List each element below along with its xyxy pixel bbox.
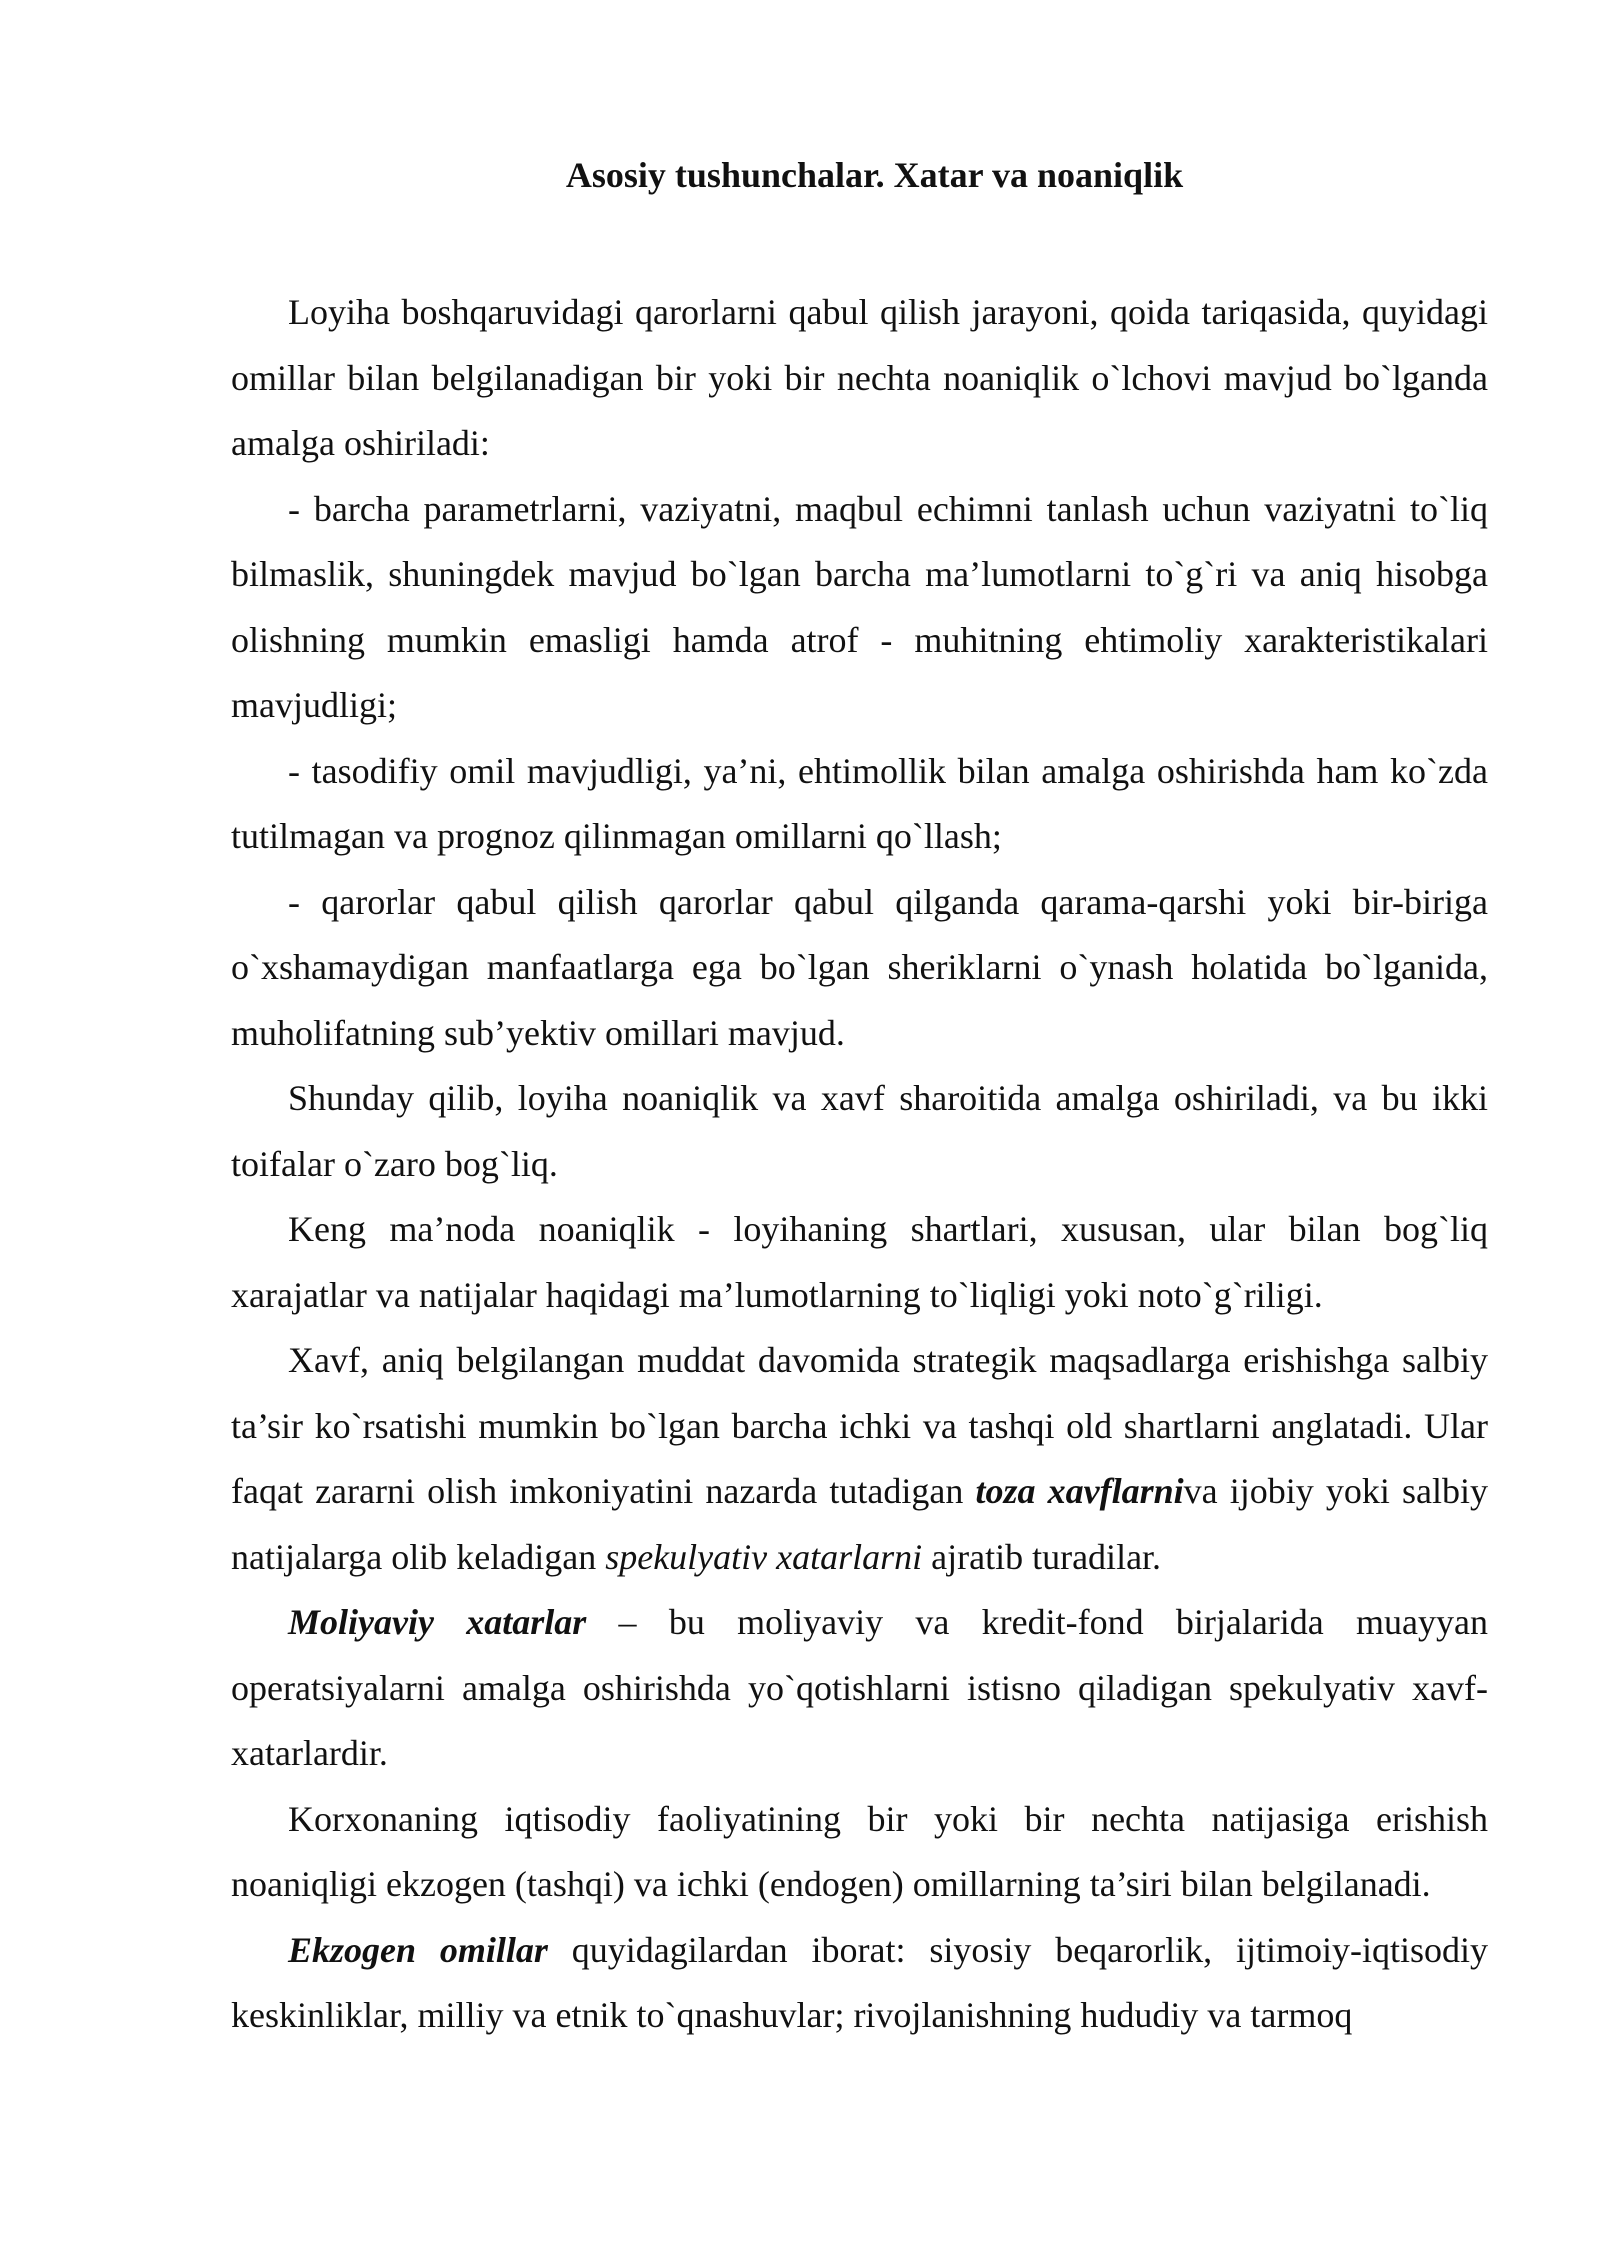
document-title: Asosiy tushunchalar. Xatar va noaniqlik — [565, 155, 1184, 195]
paragraph-financial-risks — [231, 1590, 1488, 1787]
term-financial-risks: Moliyaviy xatarlar — [288, 1602, 587, 1642]
document-page — [231, 150, 1488, 2049]
term-pure-risks: toza xavflarni — [975, 1471, 1184, 1511]
risk-text-e: ajratib turadilar. — [922, 1536, 1162, 1577]
financial-risks-text: – bu moliyaviy va kredit-fond birjalarida muayyan operatsiyalarni amalga oshirishda yo`qotishlarni istisno qiladigan spekulyativ xavf-xatarlardir. — [231, 1602, 1488, 1773]
paragraph-uncertainty-definition: Keng ma’noda noaniqlik - loyihaning shartlari, xususan, ular bilan bog`liq xarajatlar va natijalar haqidagi ma’lumotlarning to`liqligi yoki noto`g`riligi. — [231, 1209, 1488, 1315]
paragraph-enterprise-uncertainty: Korxonaning iqtisodiy faoliyatining bir yoki bir nechta natijasiga erishish noaniqligi ekzogen (tashqi) va ichki (endogen) omillarning ta’siri bilan belgilanadi. — [231, 1798, 1488, 1904]
term-speculative-risks: spekulyativ xatarlarni — [605, 1536, 923, 1577]
paragraph-conclusion: Shunday qilib, loyiha noaniqlik va xavf sharoitida amalga oshiriladi, va bu ikki toifalar o`zaro bog`liq. — [231, 1078, 1488, 1184]
paragraph-exogenous-factors — [231, 1918, 1488, 2049]
risk-text-a: Xavf, aniq belgilangan muddat davomida strategik maqsadlarga erishishga salbiy ta’sir ko`rsatishi mumkin bo`lgan barcha ichki va tashqi old shartlarni anglatadi. Ular faqat zararni olish imkoniyatini nazarda tutadigan — [231, 1340, 1488, 1511]
risk-text-c: va ijobiy yoki salbiy natijalarga olib keladigan — [231, 1471, 1488, 1577]
term-exogenous-factors: Ekzogen omillar — [288, 1929, 548, 1970]
list-item-random-factor: - tasodifiy omil mavjudligi, ya’ni, ehtimollik bilan amalga oshirishda ham ko`zda tutilmagan va prognoz qilinmagan omillarni qo`llash; — [231, 750, 1488, 856]
list-item-subjective-factors: - qarorlar qabul qilish qarorlar qabul qilganda qarama-qarshi yoki bir-biriga o`xshamaydigan manfaatlarga ega bo`lgan sheriklarni o`ynash holatida bo`lganida, muholifatning sub’yektiv omillari mavjud. — [231, 881, 1488, 1053]
paragraph-risk-definition — [231, 1328, 1488, 1590]
list-item-incomplete-knowledge: - barcha parametrlarni, vaziyatni, maqbul echimni tanlash uchun vaziyatni to`liq bilmaslik, shuningdek mavjud bo`lgan barcha ma’lumotlarni to`g`ri va aniq hisobga olishning mumkin emasligi hamda atrof - muhitning ehtimoliy xarakteristikalari mavjudligi; — [231, 488, 1488, 725]
paragraph-intro: Loyiha boshqaruvidagi qarorlarni qabul qilish jarayoni, qoida tariqasida, quyidagi omillar bilan belgilanadigan bir yoki bir nechta noaniqlik o`lchovi mavjud bo`lganda amalga oshiriladi: — [231, 292, 1488, 463]
exogenous-factors-text: quyidagilardan iborat: siyosiy beqarorlik, ijtimoiy-iqtisodiy keskinliklar, milliy va etnik to`qnashuvlar; rivojlanishning hududiy va tarmoq — [231, 1929, 1488, 2035]
